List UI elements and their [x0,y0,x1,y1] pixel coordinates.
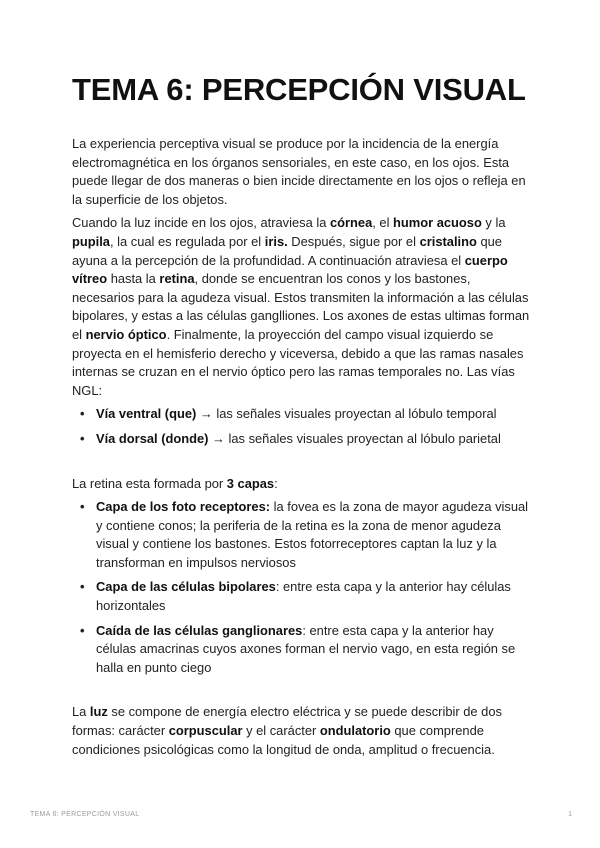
list-capas [72,498,530,677]
paragraph-luz: La luz se compone de energía electro eléctrica y se puede describir de dos formas: carácter corpuscular y el carácter ondulatorio que comprende condiciones psicológicas como la longitud de onda, amplitud o frecuencia. [72,704,502,757]
document-body [72,135,530,764]
page-title: TEMA 6: PERCEPCIÓN VISUAL [72,72,526,107]
page-number: 1 [568,811,572,818]
paragraph-intro: La experiencia perceptiva visual se produce por la incidencia de la energía electromagnética en los órganos sensoriales, en este caso, en los ojos. Esta puede llegar de dos maneras o bien incide directamente en los ojos o refleja en la superficie de los objetos. [72,136,526,207]
term-pupila: pupila [72,233,110,249]
term-iris: iris. [264,233,288,249]
footer-title: TEMA 6: PERCEPCIÓN VISUAL [30,811,140,818]
term-nervio-optico: nervio óptico [85,326,167,342]
list-item: • Vía dorsal (donde) → las señales visuales proyectan al lóbulo parietal [96,430,530,449]
term-cuerpo-vitreo: cuerpo vítreo [72,252,508,287]
term-cristalino: cristalino [419,233,477,249]
list-item: • Capa de las células bipolares: entre esta capa y la anterior hay células horizontales [96,578,530,615]
term-humor-acuoso: humor acuoso [393,215,482,231]
list-vias [72,405,530,448]
list-item: • Vía ventral (que) → las señales visuales proyectan al lóbulo temporal [96,405,530,424]
paragraph-retina: La retina esta formada por 3 capas: [72,475,278,491]
paragraph-eye-path: Cuando la luz incide en los ojos, atraviesa la córnea, el humor acuoso y la pupila, la cual es regulada por el iris. Después, sigue por el cristalino que ayuna a la percepción de la profundidad. A continuación atraviesa el cuerpo vítreo hasta la retina, donde se encuentran los conos y los bastones, necesarios para la agudeza visual. Estos transmiten la información a las células bipolares, y estas a las células ganglliones. Los axones de estas ultimas forman el nervio óptico. Finalmente, la proyección del campo visual izquierdo se proyecta en el hemisferio derecho y viceversa, debido a que las ramas nasales internas se cruzan en el nervio óptico pero las ramas temporales no. Las vías NGL: [72,215,530,398]
term-retina: retina [159,271,195,287]
term-cornea: córnea [329,215,373,231]
list-item: • Caída de las células ganglionares: entre esta capa y la anterior hay células amacrinas cuyos axones forman el nervio vago, en esta región se halla en punto ciego [96,622,530,678]
list-item: • Capa de los foto receptores: la fovea es la zona de mayor agudeza visual y contiene conos; la periferia de la retina es la zona de menor agudeza visual y contiene los bastones. Estos fotorreceptores captan la luz y la transforman en impulsos nerviosos [96,498,530,572]
